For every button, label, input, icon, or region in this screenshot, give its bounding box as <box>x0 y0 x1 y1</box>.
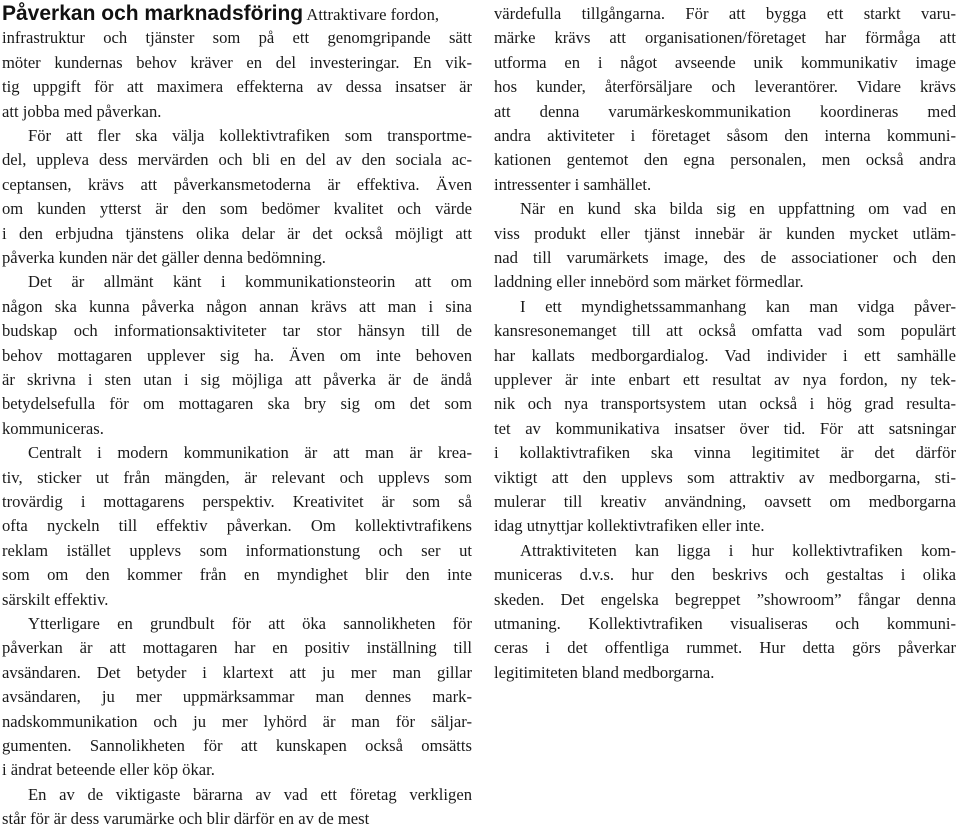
line-text: i kollaktivtrafiken ska vinna legitimitet är det därför <box>494 443 956 463</box>
text-line <box>2 466 472 490</box>
text-line <box>494 319 956 343</box>
line-text: om kunden ytterst är den som bedömer kvalitet och värde <box>2 199 472 219</box>
text-line <box>2 710 472 734</box>
line-text: värdefulla tillgångarna. För att bygga ett starkt varu- <box>494 4 956 23</box>
text-line <box>2 563 472 587</box>
text-line <box>2 222 472 246</box>
line-text: nadskommunikation och ju mer lyhörd är man för säljar- <box>2 711 472 731</box>
line-text: utforma en i något avseende unik kommunikativ image <box>494 52 956 72</box>
line-text: idag utnyttjar kollektivtrafiken eller inte. <box>494 516 765 536</box>
text-line <box>2 588 472 612</box>
text-line <box>494 466 956 490</box>
text-line <box>494 417 956 441</box>
line-text: i den erbjudna tjänstens olika delar är det också möjligt att <box>2 223 472 243</box>
text-line <box>2 539 472 563</box>
line-text: står för är dess varumärke och blir därför en av de mest <box>2 809 370 829</box>
line-text: att denna varumärkeskommunikation koordineras med <box>494 101 956 121</box>
text-line <box>494 148 956 172</box>
line-text: hos kunder, återförsäljare och leverantörer. Vidare krävs <box>494 77 956 97</box>
text-line <box>2 344 472 368</box>
text-line <box>494 2 956 26</box>
text-line <box>494 270 956 294</box>
line-text: möter kundernas behov kräver en del investeringar. En vik- <box>2 52 472 72</box>
line-text: behov mottagaren upplever sig ha. Även om inte behoven <box>2 345 472 365</box>
line-text: har kallats medborgardialog. Vad individer i ett samhälle <box>494 345 956 365</box>
text-line <box>2 661 472 685</box>
line-text: gumenten. Sannolikheten för att kunskapen också omsätts <box>2 736 472 755</box>
line-text: intressenter i samhället. <box>494 174 652 194</box>
text-line <box>2 783 472 807</box>
text-line <box>2 734 472 758</box>
line-text: För att fler ska välja kollektivtrafiken som transportme- <box>28 126 472 145</box>
line-text: När en kund ska bilda sig en uppfattning om vad en <box>520 199 956 219</box>
text-line <box>494 246 956 270</box>
line-text: ceras i det offentliga rummet. Hur detta görs påverkar <box>494 638 956 658</box>
line-text: upplever är inte enbart ett resultat av nya fordon, ny tek- <box>494 370 956 389</box>
text-line <box>494 295 956 319</box>
text-line <box>2 392 472 416</box>
text-line <box>2 758 472 782</box>
line-text: påverkan är att mottagaren har en positiv inställning till <box>2 638 472 658</box>
line-text: municeras d.v.s. hur den beskrivs och gestaltas i olika <box>494 565 956 585</box>
text-line <box>494 222 956 246</box>
line-text: nad till varumärkets image, des de associationer och den <box>494 248 956 267</box>
section-heading: Påverkan och marknadsföring <box>2 2 304 25</box>
text-line <box>494 392 956 416</box>
text-line <box>494 588 956 612</box>
text-line <box>2 295 472 319</box>
line-text: tet av kommunikativa insatser över tid. För att satsningar <box>494 418 956 438</box>
line-text: skeden. Det engelska begreppet ”showroom” fångar denna <box>494 589 956 609</box>
line-text: betydelsefulla för om mottagaren ska bry sig om det som <box>2 394 472 414</box>
text-line <box>494 75 956 99</box>
line-text: nik och nya transportsystem utan också i hög grad resulta- <box>494 394 956 414</box>
text-line <box>2 100 472 124</box>
line-text: legitimiteten bland medborgarna. <box>494 662 715 682</box>
line-text: ofta nyckeln till effektiv påverkan. Om kollektivtrafikens <box>2 516 472 536</box>
line-text: I ett myndighetssammanhang kan man vidga påver- <box>520 296 956 316</box>
line-text: tig uppgift för att maximera effekterna av dessa insatser är <box>2 77 472 97</box>
line-text: reklam istället upplevs som informationstung och ser ut <box>2 540 472 560</box>
text-line <box>2 612 472 636</box>
text-line <box>2 490 472 514</box>
text-line <box>494 563 956 587</box>
line-text: budskap och informationsaktiviteter tar stor hänsyn till de <box>2 321 472 341</box>
line-text: mulerar till kreativ användning, oavsett om medborgarna <box>494 492 956 511</box>
text-line <box>2 124 472 148</box>
text-line <box>494 490 956 514</box>
line-text: Ytterligare en grundbult för att öka sannolikheten för <box>28 614 472 633</box>
line-text: En av de viktigaste bärarna av vad ett företag verkligen <box>28 784 472 804</box>
line-text: kationen gentemot den egna personalen, men också andra <box>494 150 956 170</box>
line-text: andra aktiviteter i företaget såsom den interna kommuni- <box>494 126 956 145</box>
line-text: kansresonemanget till att också omfatta vad som populärt <box>494 321 956 341</box>
text-line <box>2 807 472 831</box>
text-line <box>494 173 956 197</box>
line-text: ceptansen, krävs att påverkansmetoderna är effektiva. Även <box>2 174 472 194</box>
line-text: att jobba med påverkan. <box>2 101 162 121</box>
text-line <box>2 75 472 99</box>
text-line <box>2 319 472 343</box>
text-line <box>2 441 472 465</box>
line-text: avsändaren, ju mer uppmärksammar man dennes mark- <box>2 687 472 707</box>
text-line <box>2 148 472 172</box>
text-line <box>2 368 472 392</box>
text-line <box>494 26 956 50</box>
text-line <box>2 197 472 221</box>
line-text: Attraktivare fordon, <box>303 5 440 24</box>
line-text: trovärdig i mottagarens perspektiv. Kreativitet är som så <box>2 492 472 511</box>
line-text: särskilt effektiv. <box>2 589 109 609</box>
text-line <box>2 636 472 660</box>
text-line <box>494 124 956 148</box>
line-text: utmaning. Kollektivtrafiken visualiseras och kommuni- <box>494 614 956 633</box>
line-text: del, uppleva dess mervärden och bli en del av den sociala ac- <box>2 150 472 170</box>
text-line <box>494 100 956 124</box>
text-line <box>2 270 472 294</box>
line-text: laddning eller innebörd som märket förmedlar. <box>494 272 804 292</box>
line-text: märke krävs att organisationen/företaget har förmåga att <box>494 28 956 48</box>
line-text: påverka kunden när det gäller denna bedömning. <box>2 248 326 267</box>
text-line <box>2 514 472 538</box>
text-line <box>494 441 956 465</box>
line-text: tiv, sticker ut från mängden, är relevant och upplevs som <box>2 467 472 487</box>
text-line <box>494 344 956 368</box>
line-text: viktigt att den upplevs som attraktiv av medborgarna, sti- <box>494 467 956 487</box>
line-text: avsändaren. Det betyder i klartext att ju mer man gillar <box>2 662 472 682</box>
text-line <box>2 51 472 75</box>
line-text: kommuniceras. <box>2 418 104 438</box>
text-line <box>2 417 472 441</box>
line-text: Attraktiviteten kan ligga i hur kollektivtrafiken kom- <box>520 540 956 560</box>
text-line <box>494 661 956 685</box>
text-line <box>2 246 472 270</box>
text-line <box>2 685 472 709</box>
text-line <box>2 2 472 26</box>
line-text: som om den kommer från en myndighet blir den inte <box>2 565 472 585</box>
line-text: någon ska kunna påverka någon annan krävs att man i sina <box>2 296 472 316</box>
text-line <box>494 612 956 636</box>
text-line <box>494 51 956 75</box>
line-text: Centralt i modern kommunikation är att man är krea- <box>28 443 472 463</box>
line-text: infrastruktur och tjänster som på ett genomgripande sätt <box>2 28 472 48</box>
line-text: är skrivna i sten utan i sig möjliga att påverka är de ändå <box>2 370 472 389</box>
text-line <box>494 368 956 392</box>
text-line <box>494 636 956 660</box>
line-text: Det är allmänt känt i kommunikationsteorin att om <box>28 272 472 292</box>
text-line <box>494 514 956 538</box>
text-line <box>494 539 956 563</box>
text-line <box>2 26 472 50</box>
text-line <box>494 197 956 221</box>
line-text: viss produkt eller tjänst innebär är kunden mycket utläm- <box>494 223 956 243</box>
text-line <box>2 173 472 197</box>
line-text: i ändrat beteende eller köp ökar. <box>2 760 215 780</box>
